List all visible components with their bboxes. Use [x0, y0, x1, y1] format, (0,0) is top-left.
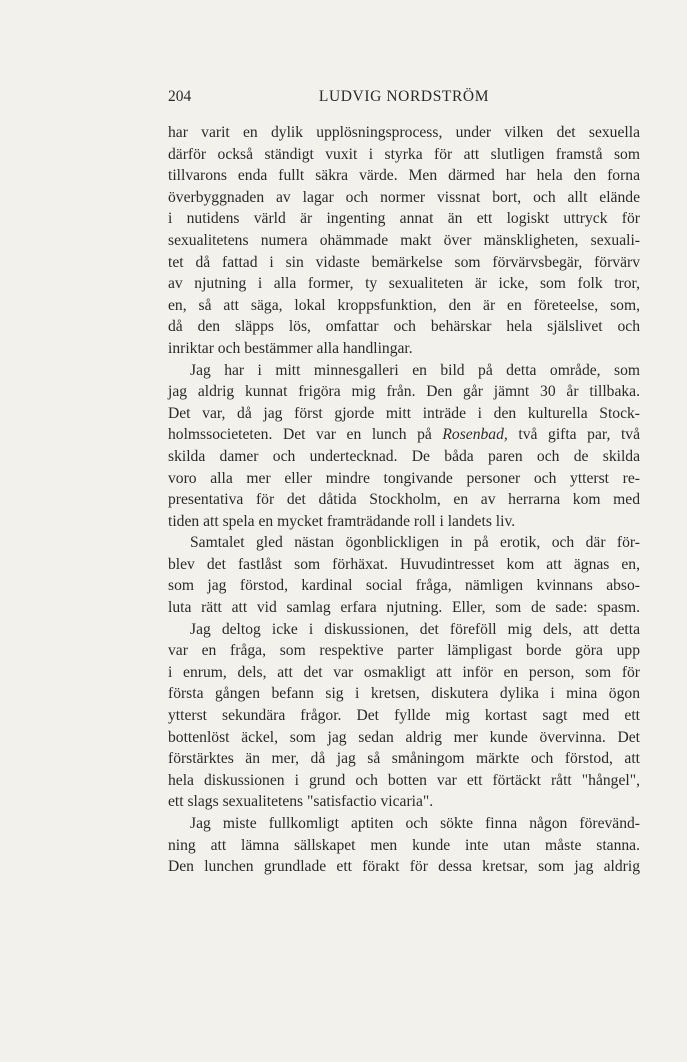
page-number: 204: [168, 88, 192, 105]
text-line: tet då fattad i sin vidaste bemärkelse som förvärvsbegär, förvärv: [168, 253, 640, 271]
text-line: ytterst sekundära frågor. Det fyllde mig kortast sagt med ett: [168, 707, 640, 725]
text-line: voro alla mer eller mindre tongivande personer och ytterst re-: [168, 469, 640, 487]
text-line: hela diskussionen i grund och botten var ett förtäckt rått "hångel",: [168, 771, 640, 789]
text-line: Samtalet gled nästan ögonblickligen in på erotik, och där för-: [190, 534, 640, 552]
text-line: har varit en dylik upplösningsprocess, under vilken det sexuella: [168, 124, 640, 141]
text-line: presentativa för det dåtida Stockholm, en av herrarna kom med: [168, 491, 640, 509]
text-line: i nutidens värld är ingenting annat än ett logiskt uttryck för: [168, 210, 640, 228]
text-line: ning att lämna sällskapet men kunde inte utan måste stanna.: [168, 836, 640, 854]
text-segment: holmssocieteten. Det var en lunch på: [168, 426, 443, 444]
text-line: en, så att säga, lokal kroppsfunktion, den är en företeelse, som,: [168, 296, 640, 314]
text-line: inriktar och bestämmer alla handlingar.: [168, 339, 413, 357]
text-line: tiden att spela en mycket framträdande roll i landets liv.: [168, 512, 516, 530]
text-line: var en fråga, som respektive parter lämpligast borde göra upp: [168, 642, 640, 660]
text-line: första gången befann sig i kretsen, diskutera dylika i mina ögon: [168, 685, 640, 703]
text-segment: två gifta par, två: [507, 426, 640, 444]
body-text: [168, 122, 640, 878]
text-line: i enrum, dels, att det var osmakligt att inför en person, som för: [168, 663, 640, 681]
text-line: Den lunchen grundlade ett förakt för dessa kretsar, som jag aldrig: [168, 858, 640, 876]
text-line: Jag miste fullkomligt aptiten och sökte finna någon förevänd-: [190, 815, 640, 832]
text-line: sexualitetens numera ohämmade makt över mänskligheten, sexuali-: [168, 231, 640, 249]
text-line: luta rätt att vid samlag erfara njutning. Eller, som de sade: spasm.: [168, 599, 640, 617]
text-line: tillvarons enda fullt säkra värde. Men därmed har hela den forna: [168, 167, 640, 185]
text-line: skilda damer och undertecknad. De båda paren och de skilda: [168, 447, 640, 465]
text-line: förstärktes än mer, då jag så småningom märkte och förstod, att: [168, 750, 640, 768]
text-line: [168, 424, 640, 446]
text-line: Jag deltog icke i diskussionen, det föreföll mig dels, att detta: [190, 620, 640, 638]
text-line: därför också ständigt vuxit i styrka för att slutligen framstå som: [168, 145, 640, 163]
page-header: [168, 88, 640, 112]
text-line: bottenlöst äckel, som jag sedan aldrig mer kunde övervinna. Det: [168, 728, 640, 746]
text-line: som jag förstod, kardinal social fråga, nämligen kvinnans abso-: [168, 577, 640, 595]
text-line: Jag har i mitt minnesgalleri en bild på detta område, som: [190, 361, 640, 379]
text-line: jag aldrig kunnat frigöra mig från. Den går jämnt 30 år tillbaka.: [168, 383, 640, 401]
text-line: blev det fastlåst som förhäxat. Huvudintresset kom att ägnas en,: [168, 555, 640, 573]
running-head: LUDVIG NORDSTRÖM: [318, 88, 490, 105]
text-line: av njutning i alla former, ty sexualiteten är icke, som folk tror,: [168, 275, 640, 293]
text-line: Det var, då jag först gjorde mitt inträde i den kulturella Stock-: [168, 404, 640, 422]
text-line: överbyggnaden av lagar och normer vissnat bort, och allt elände: [168, 188, 640, 206]
text-line: ett slags sexualitetens "satisfactio vicaria".: [168, 793, 434, 811]
italic-place-name: Rosenbad,: [442, 426, 508, 444]
text-line: då den släpps lös, omfattar och behärskar hela själslivet och: [168, 318, 640, 336]
